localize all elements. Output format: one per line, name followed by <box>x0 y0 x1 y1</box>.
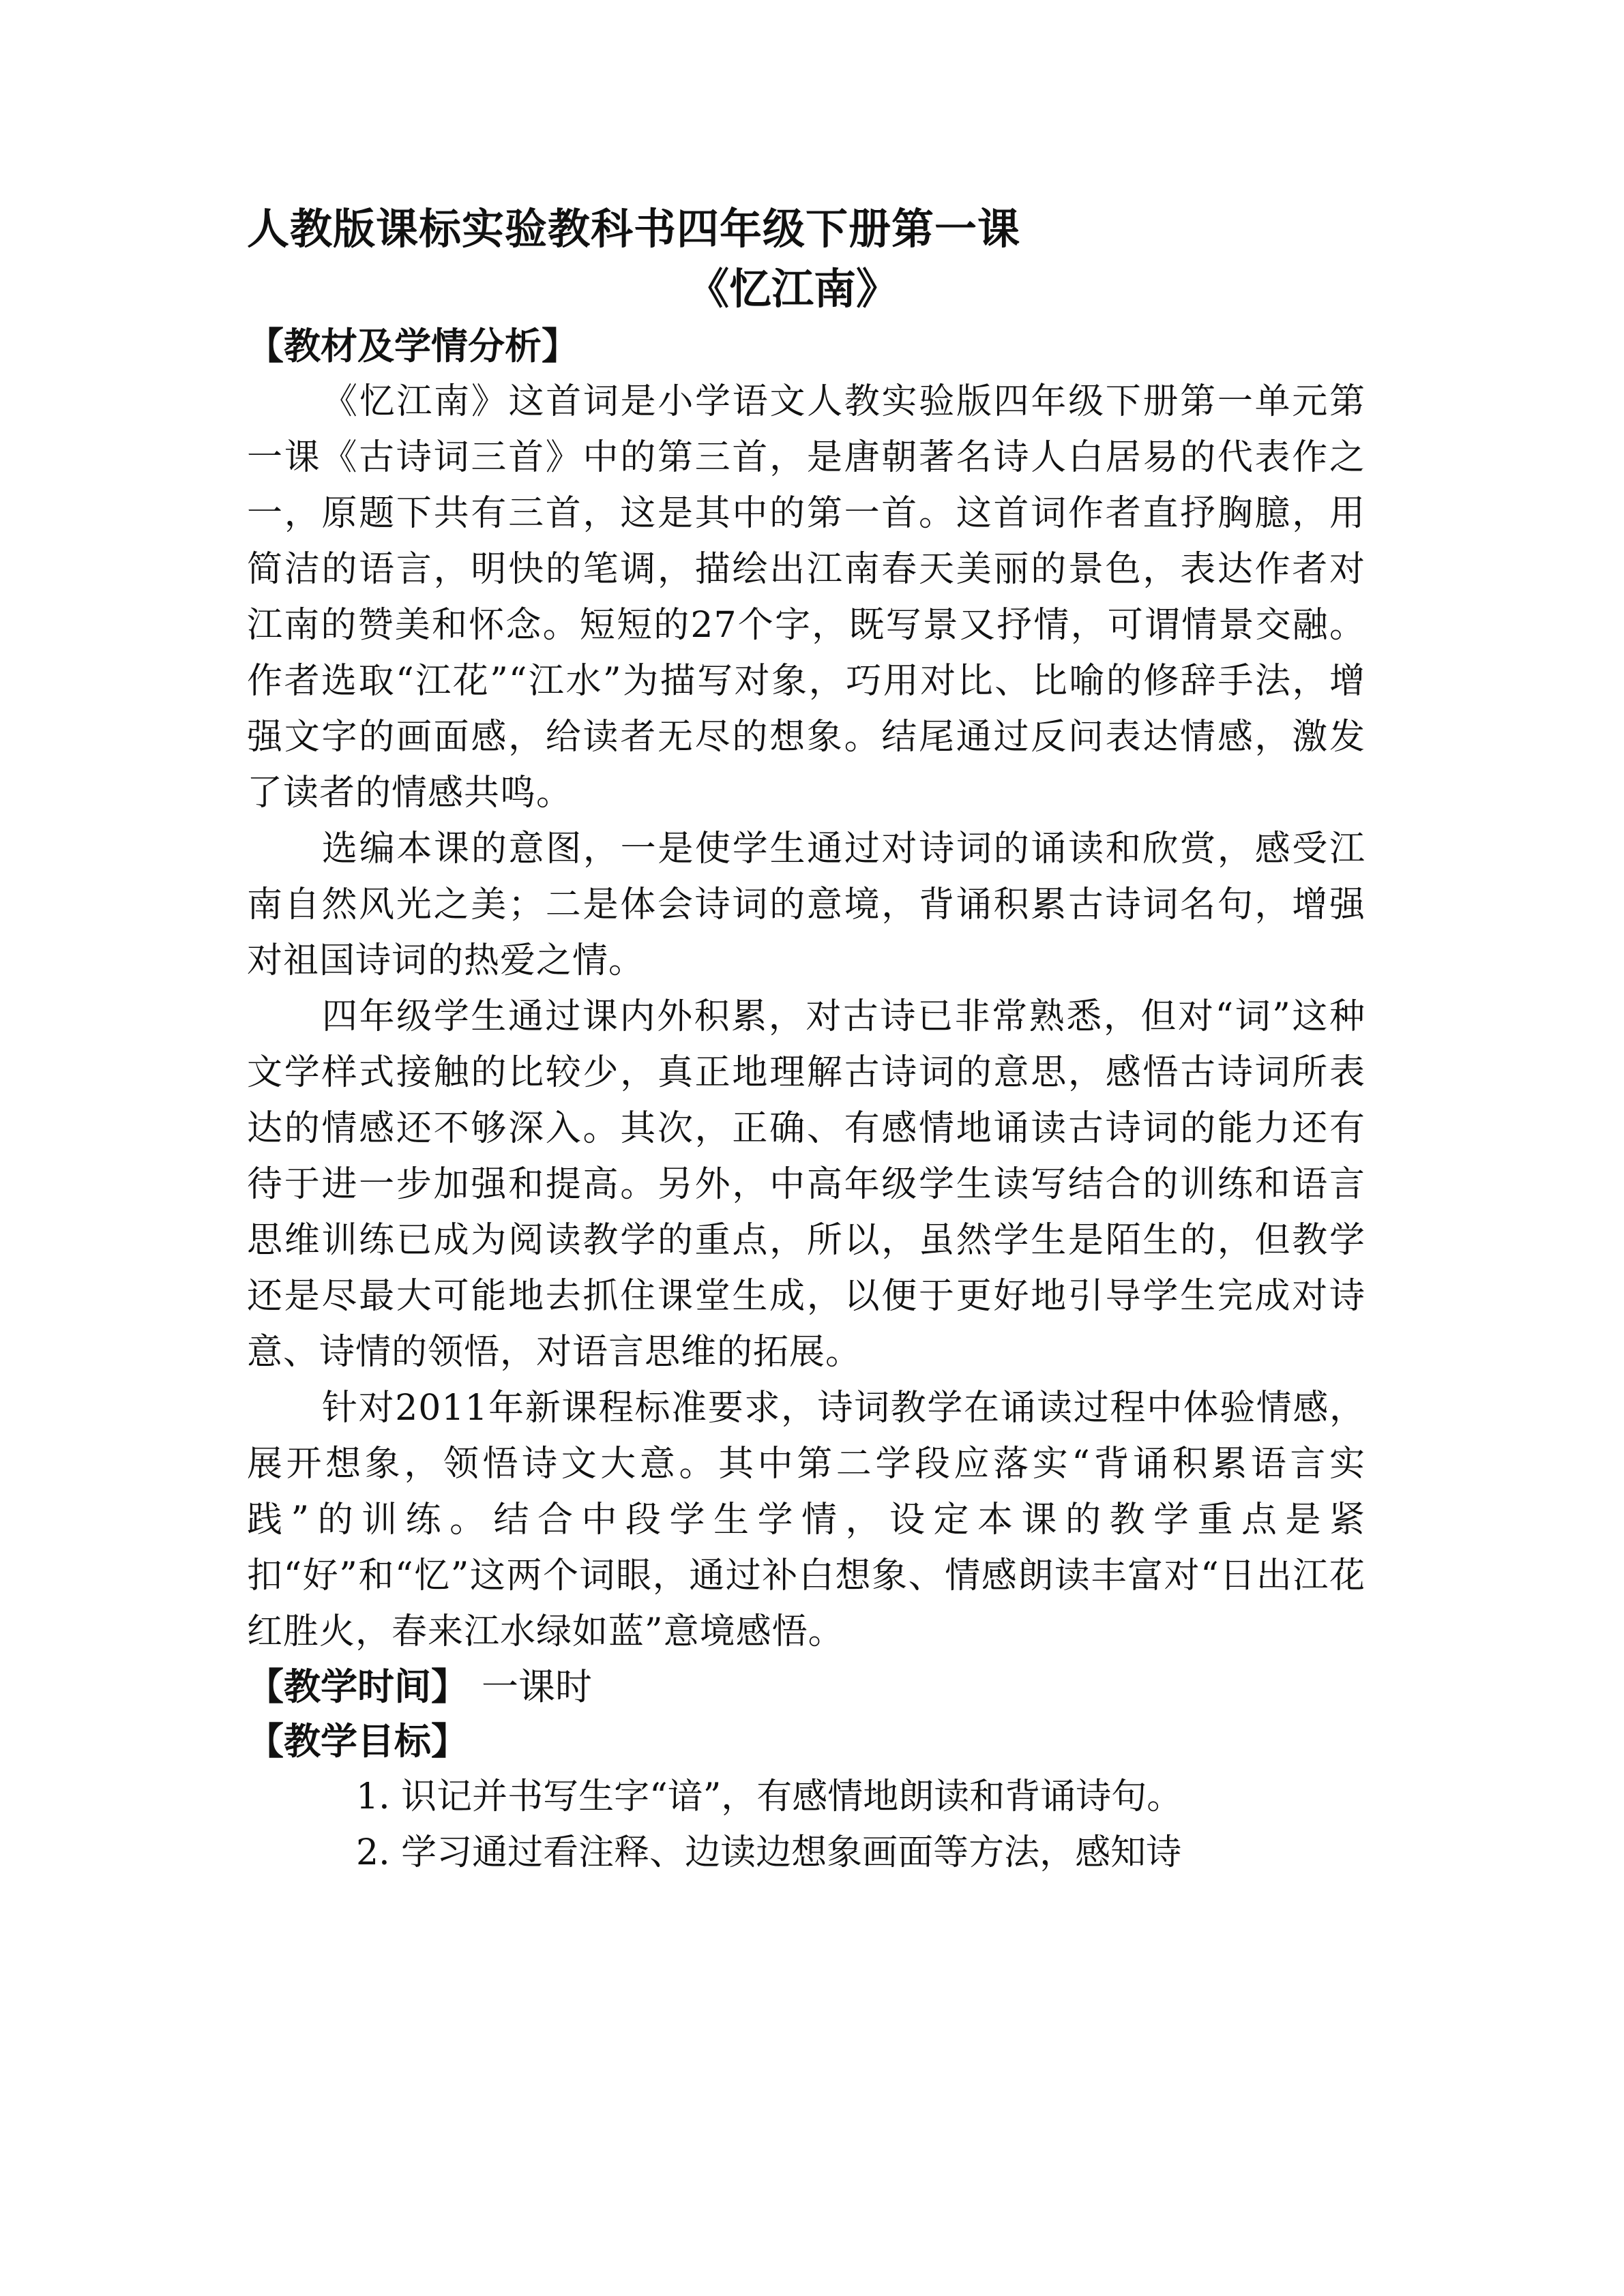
section-heading-goals: 【教学目标】 <box>247 1720 468 1763</box>
analysis-paragraph-2: 选编本课的意图，一是使学生通过对诗词的诵读和欣赏，感受江南自然风光之美；二是体会诗词的意境，背诵积累古诗词名句，增强对祖国诗词的热爱之情。 <box>247 829 1365 981</box>
analysis-paragraph-4: 针对2011年新课程标准要求，诗词教学在诵读过程中体验情感，展开想象，领悟诗文大意。其中第二学段应落实“背诵积累语言实践”的训练。结合中段学生学情，设定本课的教学重点是紧扣“好”和“忆”这两个词眼，通过补白想象、情感朗读丰富对“日出江花红胜火，春来江水绿如蓝”意境感悟。 <box>247 1388 1365 1652</box>
goal-item-2: 2. 学习通过看注释、边读边想象画面等方法，感知诗 <box>356 1832 1182 1873</box>
lesson-title: 《忆江南》 <box>686 264 898 314</box>
section-heading-time <box>247 1660 1365 1714</box>
time-heading-label: 【教学时间】 <box>247 1665 468 1708</box>
goal-item-1: 1. 识记并书写生字“谙”，有感情地朗读和背诵诗句。 <box>356 1776 1183 1817</box>
section-heading-analysis: 【教材及学情分析】 <box>247 325 578 368</box>
document-body <box>247 199 1365 1881</box>
document-title: 人教版课标实验教科书四年级下册第一课 <box>247 204 1021 254</box>
analysis-paragraph-1: 《忆江南》这首词是小学语文人教实验版四年级下册第一单元第一课《古诗词三首》中的第三首，是唐朝著名诗人白居易的代表作之一，原题下共有三首，这是其中的第一首。这首词作者直抒胸臆，用简洁的语言，明快的笔调，描绘出江南春天美丽的景色，表达作者对江南的赞美和怀念。短短的27个字，既写景又抒情，可谓情景交融。作者选取“江花”“江水”为描写对象，巧用对比、比喻的修辞手法，增强文字的画面感，给读者无尽的想象。结尾通过反问表达情感，激发了读者的情感共鸣。 <box>247 381 1365 814</box>
analysis-paragraph-3: 四年级学生通过课内外积累，对古诗已非常熟悉，但对“词”这种文学样式接触的比较少，真正地理解古诗词的意思，感悟古诗词所表达的情感还不够深入。其次，正确、有感情地诵读古诗词的能力还有待于进一步加强和提高。另外，中高年级学生读写结合的训练和语言思维训练已成为阅读教学的重点，所以，虽然学生是陌生的，但教学还是尽最大可能地去抓住课堂生成，以便于更好地引导学生完成对诗意、诗情的领悟，对语言思维的拓展。 <box>247 996 1365 1373</box>
time-value: 一课时 <box>482 1665 592 1708</box>
